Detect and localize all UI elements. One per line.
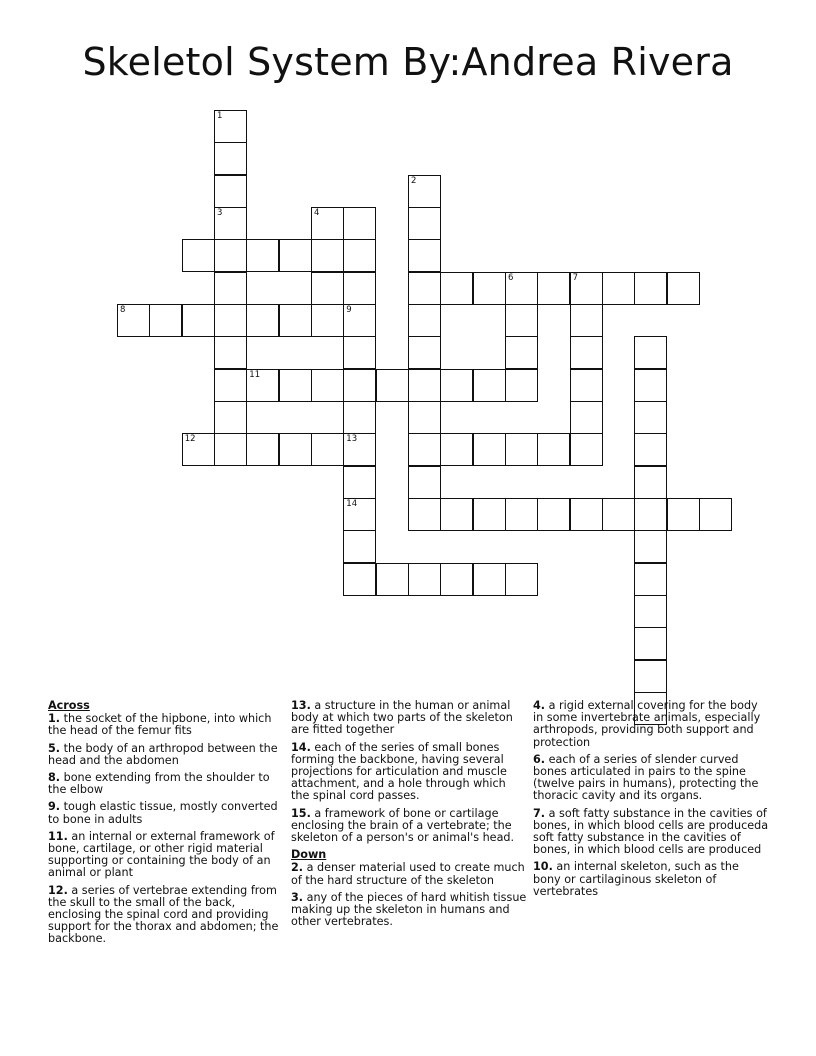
clue-across-9: 9. tough elastic tissue, mostly converted to bone in adults [48,800,278,826]
grid-cell[interactable] [699,498,732,531]
grid-cell[interactable] [570,336,603,369]
grid-cell[interactable] [214,142,247,175]
grid-cell[interactable] [570,498,603,531]
grid-cell[interactable] [440,433,473,466]
grid-cell[interactable] [343,369,376,402]
grid-cell[interactable] [634,433,667,466]
grid-cell[interactable] [634,595,667,628]
clues-column-1 [48,700,284,951]
grid-cell[interactable] [537,498,570,531]
clue-number: 14 [346,499,358,509]
clue-number: 9 [346,305,352,315]
grid-cell[interactable] [408,563,441,596]
grid-cell[interactable] [505,369,538,402]
grid-cell[interactable] [214,369,247,402]
clue-number: 3 [217,208,223,218]
grid-cell[interactable] [408,239,441,272]
clues-column-2 [291,700,527,933]
clues-column-3 [533,700,769,903]
grid-cell[interactable] [634,336,667,369]
grid-cell[interactable] [246,304,279,337]
clue-number: 1 [217,111,223,121]
grid-cell[interactable] [408,175,441,208]
grid-cell[interactable] [343,207,376,240]
grid-cell[interactable] [473,433,506,466]
grid-cell[interactable] [634,530,667,563]
grid-cell[interactable] [214,304,247,337]
grid-cell[interactable] [440,272,473,305]
grid-cell[interactable] [117,304,150,337]
clue-across-11: 11. an internal or external framework of bone, cartilage, or other rigid material supporting or containing the body of an animal or plant [48,829,275,880]
clue-across-13: 13. a structure in the human or animal body at which two parts of the skeleton are fitted together [291,699,513,737]
clue-across-15: 15. a framework of bone or cartilage enclosing the brain of a vertebrate; the skeleton of a person's or animal's head. [291,806,515,845]
grid-cell[interactable] [214,239,247,272]
clue-number: 4 [314,208,320,218]
grid-cell[interactable] [311,433,344,466]
grid-cell[interactable] [343,563,376,596]
grid-cell[interactable] [408,466,441,499]
grid-cell[interactable] [505,336,538,369]
puzzle-title: Skeletol System By:Andrea Rivera [82,40,734,84]
across-heading: Across [48,699,90,712]
grid-cell[interactable] [634,466,667,499]
clue-number: 12 [184,434,196,445]
grid-cell[interactable] [570,401,603,434]
grid-cell[interactable] [473,369,506,402]
grid-cell[interactable] [570,369,603,402]
clue-down-2: 2. a denser material used to create much of the hard structure of the skeleton [291,861,525,887]
grid-cell[interactable] [343,401,376,434]
grid-cell[interactable] [667,498,700,531]
clue-across-12: 12. a series of vertebrae extending from the skull to the small of the back, enclosing the spinal cord and providing support for the thorax and abdomen; the backbone. [48,883,279,946]
grid-cell[interactable] [440,563,473,596]
grid-cell[interactable] [376,563,409,596]
grid-cell[interactable] [311,272,344,305]
grid-cell[interactable] [408,304,441,337]
grid-cell[interactable] [279,304,312,337]
grid-cell[interactable] [634,369,667,402]
grid-cell[interactable] [182,239,215,272]
clue-number: 8 [120,305,126,315]
clue-number: 13 [346,434,358,445]
grid-cell[interactable] [634,498,667,531]
clue-down-3: 3. any of the pieces of hard whitish tissue making up the skeleton in humans and other vertebrates. [291,890,527,929]
grid-cell[interactable] [311,239,344,272]
grid-cell[interactable] [602,498,635,531]
grid-cell[interactable] [408,433,441,466]
grid-cell[interactable] [408,272,441,305]
grid-cell[interactable] [214,272,247,305]
grid-cell[interactable] [279,433,312,466]
grid-cell[interactable] [343,336,376,369]
grid-cell[interactable] [311,207,344,240]
clue-down-10: 10. an internal skeleton, such as the bony or cartilaginous skeleton of vertebrates [533,860,739,898]
grid-cell[interactable] [279,239,312,272]
clue-down-6: 6. each of a series of slender curved bones articulated in pairs to the spine (twelve pairs in humans), protecting the thoracic cavity and its organs. [533,752,759,803]
grid-cell[interactable] [182,433,215,466]
grid-cell[interactable] [634,401,667,434]
grid-cell[interactable] [214,110,247,143]
grid-cell[interactable] [408,498,441,531]
clue-number: 2 [411,175,417,186]
grid-cell[interactable] [473,498,506,531]
grid-cell[interactable] [408,336,441,369]
grid-cell[interactable] [311,369,344,402]
grid-cell[interactable] [505,304,538,337]
grid-cell[interactable] [214,433,247,466]
clue-down-4: 4. a rigid external covering for the body in some invertebrate animals, especially arthropods, providing both support and protection [533,699,761,749]
clue-number: 6 [508,272,514,283]
grid-cell[interactable] [667,272,700,305]
grid-cell[interactable] [537,433,570,466]
grid-cell[interactable] [408,207,441,240]
clue-down-7: 7. a soft fatty substance in the cavities of bones, in which blood cells are produceda soft fatty substance in the cavities of bones, in which blood cells are produced [533,806,769,857]
grid-cell[interactable] [214,175,247,208]
grid-cell[interactable] [246,433,279,466]
grid-cell[interactable] [634,563,667,596]
grid-cell[interactable] [570,304,603,337]
grid-cell[interactable] [634,660,667,693]
grid-cell[interactable] [149,304,182,337]
grid-cell[interactable] [505,272,538,305]
grid-cell[interactable] [311,304,344,337]
grid-cell[interactable] [214,207,247,240]
clue-number: 7 [572,272,579,283]
grid-cell[interactable] [505,433,538,466]
grid-cell[interactable] [246,239,279,272]
clue-number: 11 [249,369,261,380]
grid-cell[interactable] [246,369,279,402]
clue-across-5: 5. the body of an arthropod between the head and the abdomen [48,741,278,767]
grid-cell[interactable] [343,466,376,499]
grid-cell[interactable] [473,563,506,596]
grid-cell[interactable] [343,304,376,337]
clue-across-1: 1. the socket of the hipbone, into which the head of the femur fits [48,712,272,738]
grid-cell[interactable] [343,433,376,466]
grid-cell[interactable] [408,369,441,402]
grid-cell[interactable] [505,498,538,531]
grid-cell[interactable] [214,401,247,434]
grid-cell[interactable] [505,563,538,596]
grid-cell[interactable] [473,272,506,305]
grid-cell[interactable] [182,304,215,337]
grid-cell[interactable] [537,272,570,305]
clue-across-8: 8. bone extending from the shoulder to the elbow [48,771,270,797]
grid-cell[interactable] [570,433,603,466]
grid-cell[interactable] [634,272,667,305]
grid-cell[interactable] [214,336,247,369]
grid-cell[interactable] [570,272,603,305]
grid-cell[interactable] [376,369,409,402]
grid-cell[interactable] [408,401,441,434]
grid-cell[interactable] [440,498,473,531]
grid-cell[interactable] [343,530,376,563]
grid-cell[interactable] [634,627,667,660]
grid-cell[interactable] [343,498,376,531]
grid-cell[interactable] [440,369,473,402]
grid-cell[interactable] [343,272,376,305]
grid-cell[interactable] [602,272,635,305]
down-heading: Down [291,848,327,862]
grid-cell[interactable] [279,369,312,402]
grid-cell[interactable] [343,239,376,272]
clue-across-14: 14. each of the series of small bones forming the backbone, having several projections for articulation and muscle attachment, and a hole through which the spinal cord passes. [291,740,507,803]
